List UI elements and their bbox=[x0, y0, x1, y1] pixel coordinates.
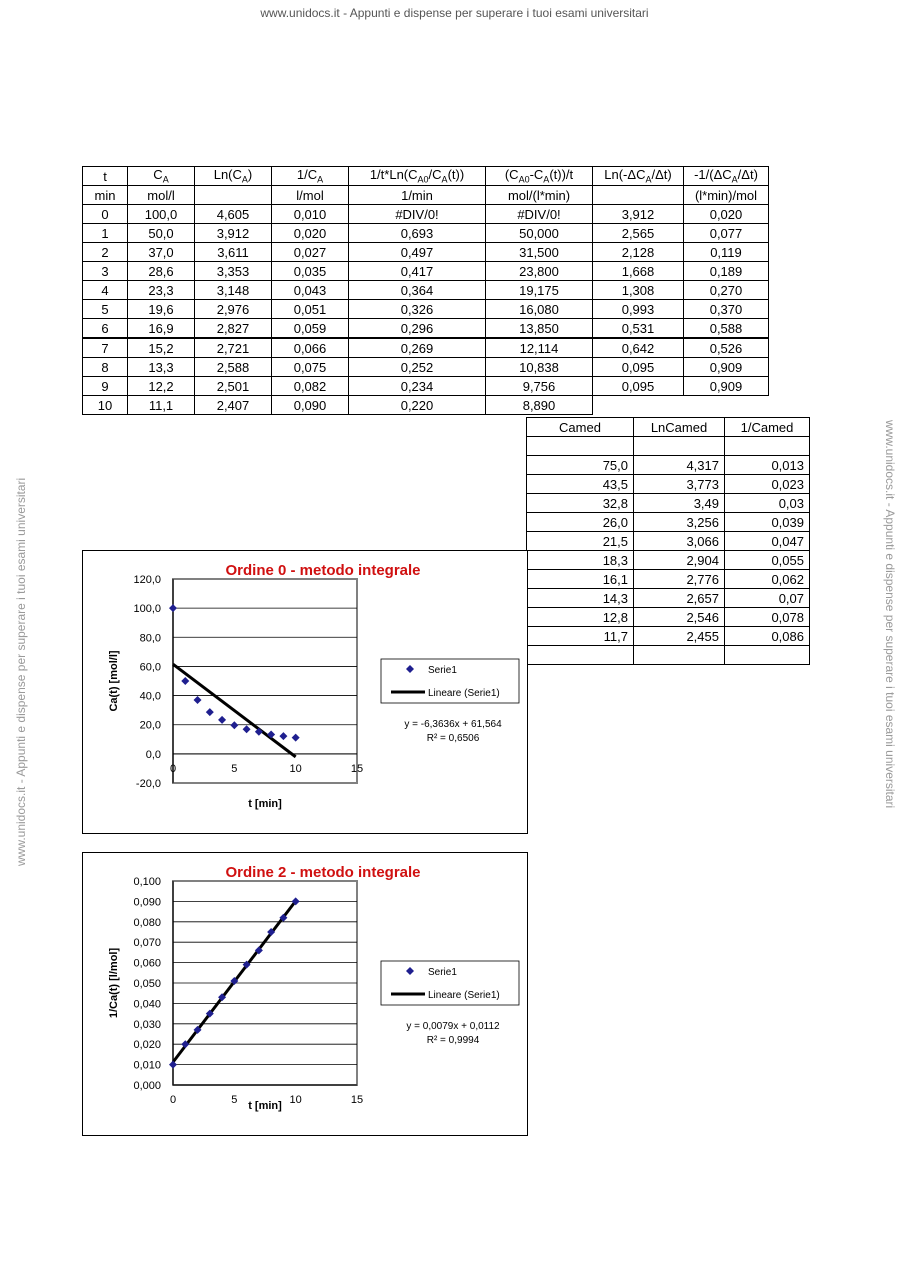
side-table-cell: 2,776 bbox=[634, 570, 725, 589]
table-cell: 0,020 bbox=[272, 224, 349, 243]
table-cell: 50,0 bbox=[128, 224, 195, 243]
table-cell: 0,066 bbox=[272, 338, 349, 358]
table-cell: 4,605 bbox=[195, 205, 272, 224]
legend-label-series: Serie1 bbox=[428, 665, 457, 676]
y-tick-label: 20,0 bbox=[139, 719, 161, 732]
col-header-zero-order: $(C_{A0}-C_A(t))/t$ bbox=[486, 167, 593, 186]
table-cell: 0,095 bbox=[593, 358, 684, 377]
table-cell: 3,353 bbox=[195, 262, 272, 281]
x-tick-label: 0 bbox=[169, 762, 177, 775]
table-cell: 5 bbox=[83, 300, 128, 319]
y-tick-label: 80,0 bbox=[139, 632, 161, 645]
y-tick-label: 0,070 bbox=[133, 937, 161, 950]
side-table-cell: 2,546 bbox=[634, 608, 725, 627]
side-table-cell: 11,7 bbox=[527, 627, 634, 646]
side-table-cell: 0,023 bbox=[725, 475, 810, 494]
table-cell: 50,000 bbox=[486, 224, 593, 243]
unit-cell bbox=[195, 186, 272, 205]
chart-order-2-svg bbox=[83, 853, 527, 1135]
table-cell: 0,119 bbox=[684, 243, 769, 262]
table-cell: 15,2 bbox=[128, 338, 195, 358]
col-header-t: t bbox=[83, 167, 128, 186]
side-table-cell: 3,066 bbox=[634, 532, 725, 551]
table-row bbox=[83, 377, 769, 396]
x-tick-label: 15 bbox=[350, 762, 364, 775]
side-table-blank-row bbox=[527, 437, 810, 456]
table-cell: 13,850 bbox=[486, 319, 593, 339]
table-cell: 2,565 bbox=[593, 224, 684, 243]
r-squared-value: R² = 0,6506 bbox=[426, 733, 480, 744]
table-row bbox=[83, 281, 769, 300]
table-cell: 0 bbox=[83, 205, 128, 224]
table-cell: 19,6 bbox=[128, 300, 195, 319]
table-cell: 19,175 bbox=[486, 281, 593, 300]
y-axis-label: Ca(t) [mol/l] bbox=[108, 650, 120, 712]
trendline-equation: y = -6,3636x + 61,564 bbox=[404, 719, 502, 730]
table-cell: 0,642 bbox=[593, 338, 684, 358]
chart-order-2 bbox=[82, 852, 528, 1136]
side-table-row bbox=[527, 551, 810, 570]
table-cell: 4 bbox=[83, 281, 128, 300]
y-tick-label: 0,090 bbox=[133, 896, 161, 909]
side-table-row bbox=[527, 627, 810, 646]
table-cell: 0,296 bbox=[349, 319, 486, 339]
side-table-cell: 43,5 bbox=[527, 475, 634, 494]
y-tick-label: 100,0 bbox=[133, 603, 161, 616]
mean-concentration-table bbox=[526, 417, 810, 665]
table-cell: 2,588 bbox=[195, 358, 272, 377]
table-row bbox=[83, 224, 769, 243]
table-cell: 0,417 bbox=[349, 262, 486, 281]
side-table-cell: 4,317 bbox=[634, 456, 725, 475]
table-cell: 12,2 bbox=[128, 377, 195, 396]
table-cell: 2,721 bbox=[195, 338, 272, 358]
right-side-banner: www.unidocs.it - Appunti e dispense per superare i tuoi esami universitari bbox=[883, 420, 897, 809]
table-cell: 0,909 bbox=[684, 358, 769, 377]
table-row bbox=[83, 205, 769, 224]
side-table-row bbox=[527, 494, 810, 513]
side-table-cell: 18,3 bbox=[527, 551, 634, 570]
unit-cell bbox=[593, 186, 684, 205]
side-table-row bbox=[527, 456, 810, 475]
table-cell: 0,010 bbox=[272, 205, 349, 224]
table-cell: 3 bbox=[83, 262, 128, 281]
table-cell: 2,501 bbox=[195, 377, 272, 396]
table-cell: 0,269 bbox=[349, 338, 486, 358]
y-tick-label: 0,000 bbox=[133, 1080, 161, 1092]
y-tick-label: 40,0 bbox=[139, 690, 161, 703]
side-table-cell: 75,0 bbox=[527, 456, 634, 475]
table-cell: 12,114 bbox=[486, 338, 593, 358]
table-cell: 1,308 bbox=[593, 281, 684, 300]
table-cell: 0,020 bbox=[684, 205, 769, 224]
table-cell: 10,838 bbox=[486, 358, 593, 377]
y-tick-label: 0,080 bbox=[133, 916, 161, 929]
side-table-row bbox=[527, 589, 810, 608]
side-table-cell: 0,062 bbox=[725, 570, 810, 589]
table-cell: 3,912 bbox=[593, 205, 684, 224]
table-cell: 16,9 bbox=[128, 319, 195, 339]
table-cell: 23,3 bbox=[128, 281, 195, 300]
table-cell: 16,080 bbox=[486, 300, 593, 319]
x-tick-label: 5 bbox=[231, 762, 238, 775]
table-cell: 0,531 bbox=[593, 319, 684, 339]
table-cell: 8,890 bbox=[486, 396, 593, 415]
side-table-cell: 0,055 bbox=[725, 551, 810, 570]
table-cell: 0,234 bbox=[349, 377, 486, 396]
table-cell: 0,526 bbox=[684, 338, 769, 358]
table-cell: 0,077 bbox=[684, 224, 769, 243]
table-cell: 0,090 bbox=[272, 396, 349, 415]
table-row bbox=[83, 396, 769, 415]
side-table-cell: 0,03 bbox=[725, 494, 810, 513]
x-tick-label: 0 bbox=[169, 1094, 177, 1106]
y-tick-label: 0,050 bbox=[133, 978, 161, 990]
table-cell: 2,827 bbox=[195, 319, 272, 339]
table-cell: 0,051 bbox=[272, 300, 349, 319]
table-cell: 0,364 bbox=[349, 281, 486, 300]
side-table-cell: 0,07 bbox=[725, 589, 810, 608]
table-units-row bbox=[83, 186, 769, 205]
trendline-equation: y = 0,0079x + 0,0112 bbox=[406, 1021, 500, 1032]
table-row bbox=[83, 262, 769, 281]
side-table-cell: 14,3 bbox=[527, 589, 634, 608]
side-table-cell: 12,8 bbox=[527, 608, 634, 627]
table-cell: 0,035 bbox=[272, 262, 349, 281]
col-header-inv-ca: $1/C_A$ bbox=[272, 167, 349, 186]
side-table-cell: 0,078 bbox=[725, 608, 810, 627]
r-squared-value: R² = 0,9994 bbox=[426, 1035, 480, 1046]
chart-order-0 bbox=[82, 550, 528, 834]
table-cell: 6 bbox=[83, 319, 128, 339]
legend-label-trendline: Lineare (Serie1) bbox=[428, 990, 500, 1001]
side-table-cell: 2,904 bbox=[634, 551, 725, 570]
table-cell: 0,027 bbox=[272, 243, 349, 262]
table-cell: 9 bbox=[83, 377, 128, 396]
side-table-cell: 2,455 bbox=[634, 627, 725, 646]
col-header-inv-camed: 1/Camed bbox=[725, 418, 810, 437]
table-cell bbox=[684, 396, 769, 415]
table-cell: 3,912 bbox=[195, 224, 272, 243]
side-table-row bbox=[527, 475, 810, 494]
x-tick-label: 10 bbox=[289, 1094, 302, 1106]
table-row bbox=[83, 358, 769, 377]
table-cell: 10 bbox=[83, 396, 128, 415]
col-header-lncamed: LnCamed bbox=[634, 418, 725, 437]
unit-cell: mol/l bbox=[128, 186, 195, 205]
col-header-ln-rate: $Ln(-\Delta C_A/\Delta t)$ bbox=[593, 167, 684, 186]
x-axis-label: t [min] bbox=[248, 798, 282, 810]
table-cell: 0,909 bbox=[684, 377, 769, 396]
col-header-inv-rate: $-1/(\Delta C_A/\Delta t)$ bbox=[684, 167, 769, 186]
col-header-camed: Camed bbox=[527, 418, 634, 437]
table-cell: 23,800 bbox=[486, 262, 593, 281]
table-cell: 37,0 bbox=[128, 243, 195, 262]
kinetics-data-table bbox=[82, 166, 769, 415]
table-cell: 0,075 bbox=[272, 358, 349, 377]
side-table-cell: 32,8 bbox=[527, 494, 634, 513]
table-header-row bbox=[83, 167, 769, 186]
side-table-row bbox=[527, 570, 810, 589]
table-cell: 9,756 bbox=[486, 377, 593, 396]
side-table-cell: 3,256 bbox=[634, 513, 725, 532]
unit-cell: 1/min bbox=[349, 186, 486, 205]
table-cell: 0,220 bbox=[349, 396, 486, 415]
table-cell: #DIV/0! bbox=[486, 205, 593, 224]
side-table-row bbox=[527, 513, 810, 532]
table-cell: 3,148 bbox=[195, 281, 272, 300]
table-row bbox=[83, 243, 769, 262]
table-cell: 0,497 bbox=[349, 243, 486, 262]
y-tick-label: 0,020 bbox=[133, 1039, 161, 1052]
table-cell: 0,370 bbox=[684, 300, 769, 319]
table-cell: 13,3 bbox=[128, 358, 195, 377]
table-cell: 1,668 bbox=[593, 262, 684, 281]
x-axis-label: t [min] bbox=[248, 1100, 282, 1112]
y-tick-label: 0,060 bbox=[133, 957, 161, 970]
table-cell: 2,128 bbox=[593, 243, 684, 262]
side-table-cell: 2,657 bbox=[634, 589, 725, 608]
side-table-cell: 3,49 bbox=[634, 494, 725, 513]
chart-title: Ordine 0 - metodo integrale bbox=[225, 562, 421, 579]
side-table-cell: 21,5 bbox=[527, 532, 634, 551]
table-cell: 2 bbox=[83, 243, 128, 262]
table-row bbox=[83, 338, 769, 358]
table-cell: 0,326 bbox=[349, 300, 486, 319]
side-table-row bbox=[527, 608, 810, 627]
table-cell: 0,059 bbox=[272, 319, 349, 339]
table-cell: 8 bbox=[83, 358, 128, 377]
left-side-banner: www.unidocs.it - Appunti e dispense per superare i tuoi esami universitari bbox=[14, 477, 28, 866]
table-cell bbox=[593, 396, 684, 415]
legend-label-series: Serie1 bbox=[428, 967, 457, 978]
unit-cell: mol/(l*min) bbox=[486, 186, 593, 205]
header-banner: www.unidocs.it - Appunti e dispense per superare i tuoi esami universitari bbox=[260, 6, 649, 20]
x-tick-label: 5 bbox=[231, 1094, 238, 1106]
unit-cell: min bbox=[83, 186, 128, 205]
table-cell: 0,993 bbox=[593, 300, 684, 319]
table-cell: 0,095 bbox=[593, 377, 684, 396]
side-table-header-row bbox=[527, 418, 810, 437]
table-cell: 3,611 bbox=[195, 243, 272, 262]
side-table-cell: 3,773 bbox=[634, 475, 725, 494]
table-row bbox=[83, 300, 769, 319]
y-axis-label: 1/Ca(t) [l/mol] bbox=[108, 947, 120, 1019]
side-table-blank-row bbox=[527, 646, 810, 665]
plot-area bbox=[173, 579, 357, 783]
side-table-cell: 16,1 bbox=[527, 570, 634, 589]
y-tick-label: 0,010 bbox=[133, 1059, 161, 1072]
side-table-cell: 0,039 bbox=[725, 513, 810, 532]
y-tick-label: 0,0 bbox=[145, 748, 161, 761]
table-cell: 0,693 bbox=[349, 224, 486, 243]
legend-label-trendline: Lineare (Serie1) bbox=[428, 688, 500, 699]
x-tick-label: 15 bbox=[350, 1094, 364, 1106]
side-table-cell: 0,013 bbox=[725, 456, 810, 475]
y-tick-label: 120,0 bbox=[133, 574, 161, 586]
table-cell: 0,189 bbox=[684, 262, 769, 281]
table-cell: 7 bbox=[83, 338, 128, 358]
table-cell: 0,043 bbox=[272, 281, 349, 300]
y-tick-label: 0,030 bbox=[133, 1018, 161, 1031]
y-tick-label: -20,0 bbox=[135, 778, 161, 790]
table-cell: #DIV/0! bbox=[349, 205, 486, 224]
table-cell: 31,500 bbox=[486, 243, 593, 262]
chart-title: Ordine 2 - metodo integrale bbox=[225, 864, 421, 881]
y-tick-label: 0,100 bbox=[133, 876, 161, 888]
table-cell: 28,6 bbox=[128, 262, 195, 281]
col-header-first-order: $1/t*Ln(C_{A0}/C_A(t))$ bbox=[349, 167, 486, 186]
table-cell: 100,0 bbox=[128, 205, 195, 224]
side-table-cell: 0,086 bbox=[725, 627, 810, 646]
col-header-ln-ca: $Ln(C_A)$ bbox=[195, 167, 272, 186]
unit-cell: (l*min)/mol bbox=[684, 186, 769, 205]
table-row bbox=[83, 319, 769, 339]
y-tick-label: 60,0 bbox=[139, 661, 161, 674]
table-cell: 1 bbox=[83, 224, 128, 243]
table-cell: 2,976 bbox=[195, 300, 272, 319]
table-cell: 2,407 bbox=[195, 396, 272, 415]
table-cell: 0,270 bbox=[684, 281, 769, 300]
chart-order-0-svg bbox=[83, 551, 527, 833]
side-table-cell: 26,0 bbox=[527, 513, 634, 532]
side-table-row bbox=[527, 532, 810, 551]
table-cell: 0,588 bbox=[684, 319, 769, 339]
y-tick-label: 0,040 bbox=[133, 998, 161, 1011]
table-cell: 0,082 bbox=[272, 377, 349, 396]
side-table-cell: 0,047 bbox=[725, 532, 810, 551]
unit-cell: l/mol bbox=[272, 186, 349, 205]
x-tick-label: 10 bbox=[289, 762, 302, 775]
table-cell: 0,252 bbox=[349, 358, 486, 377]
col-header-ca: $C_A$ bbox=[128, 167, 195, 186]
table-cell: 11,1 bbox=[128, 396, 195, 415]
